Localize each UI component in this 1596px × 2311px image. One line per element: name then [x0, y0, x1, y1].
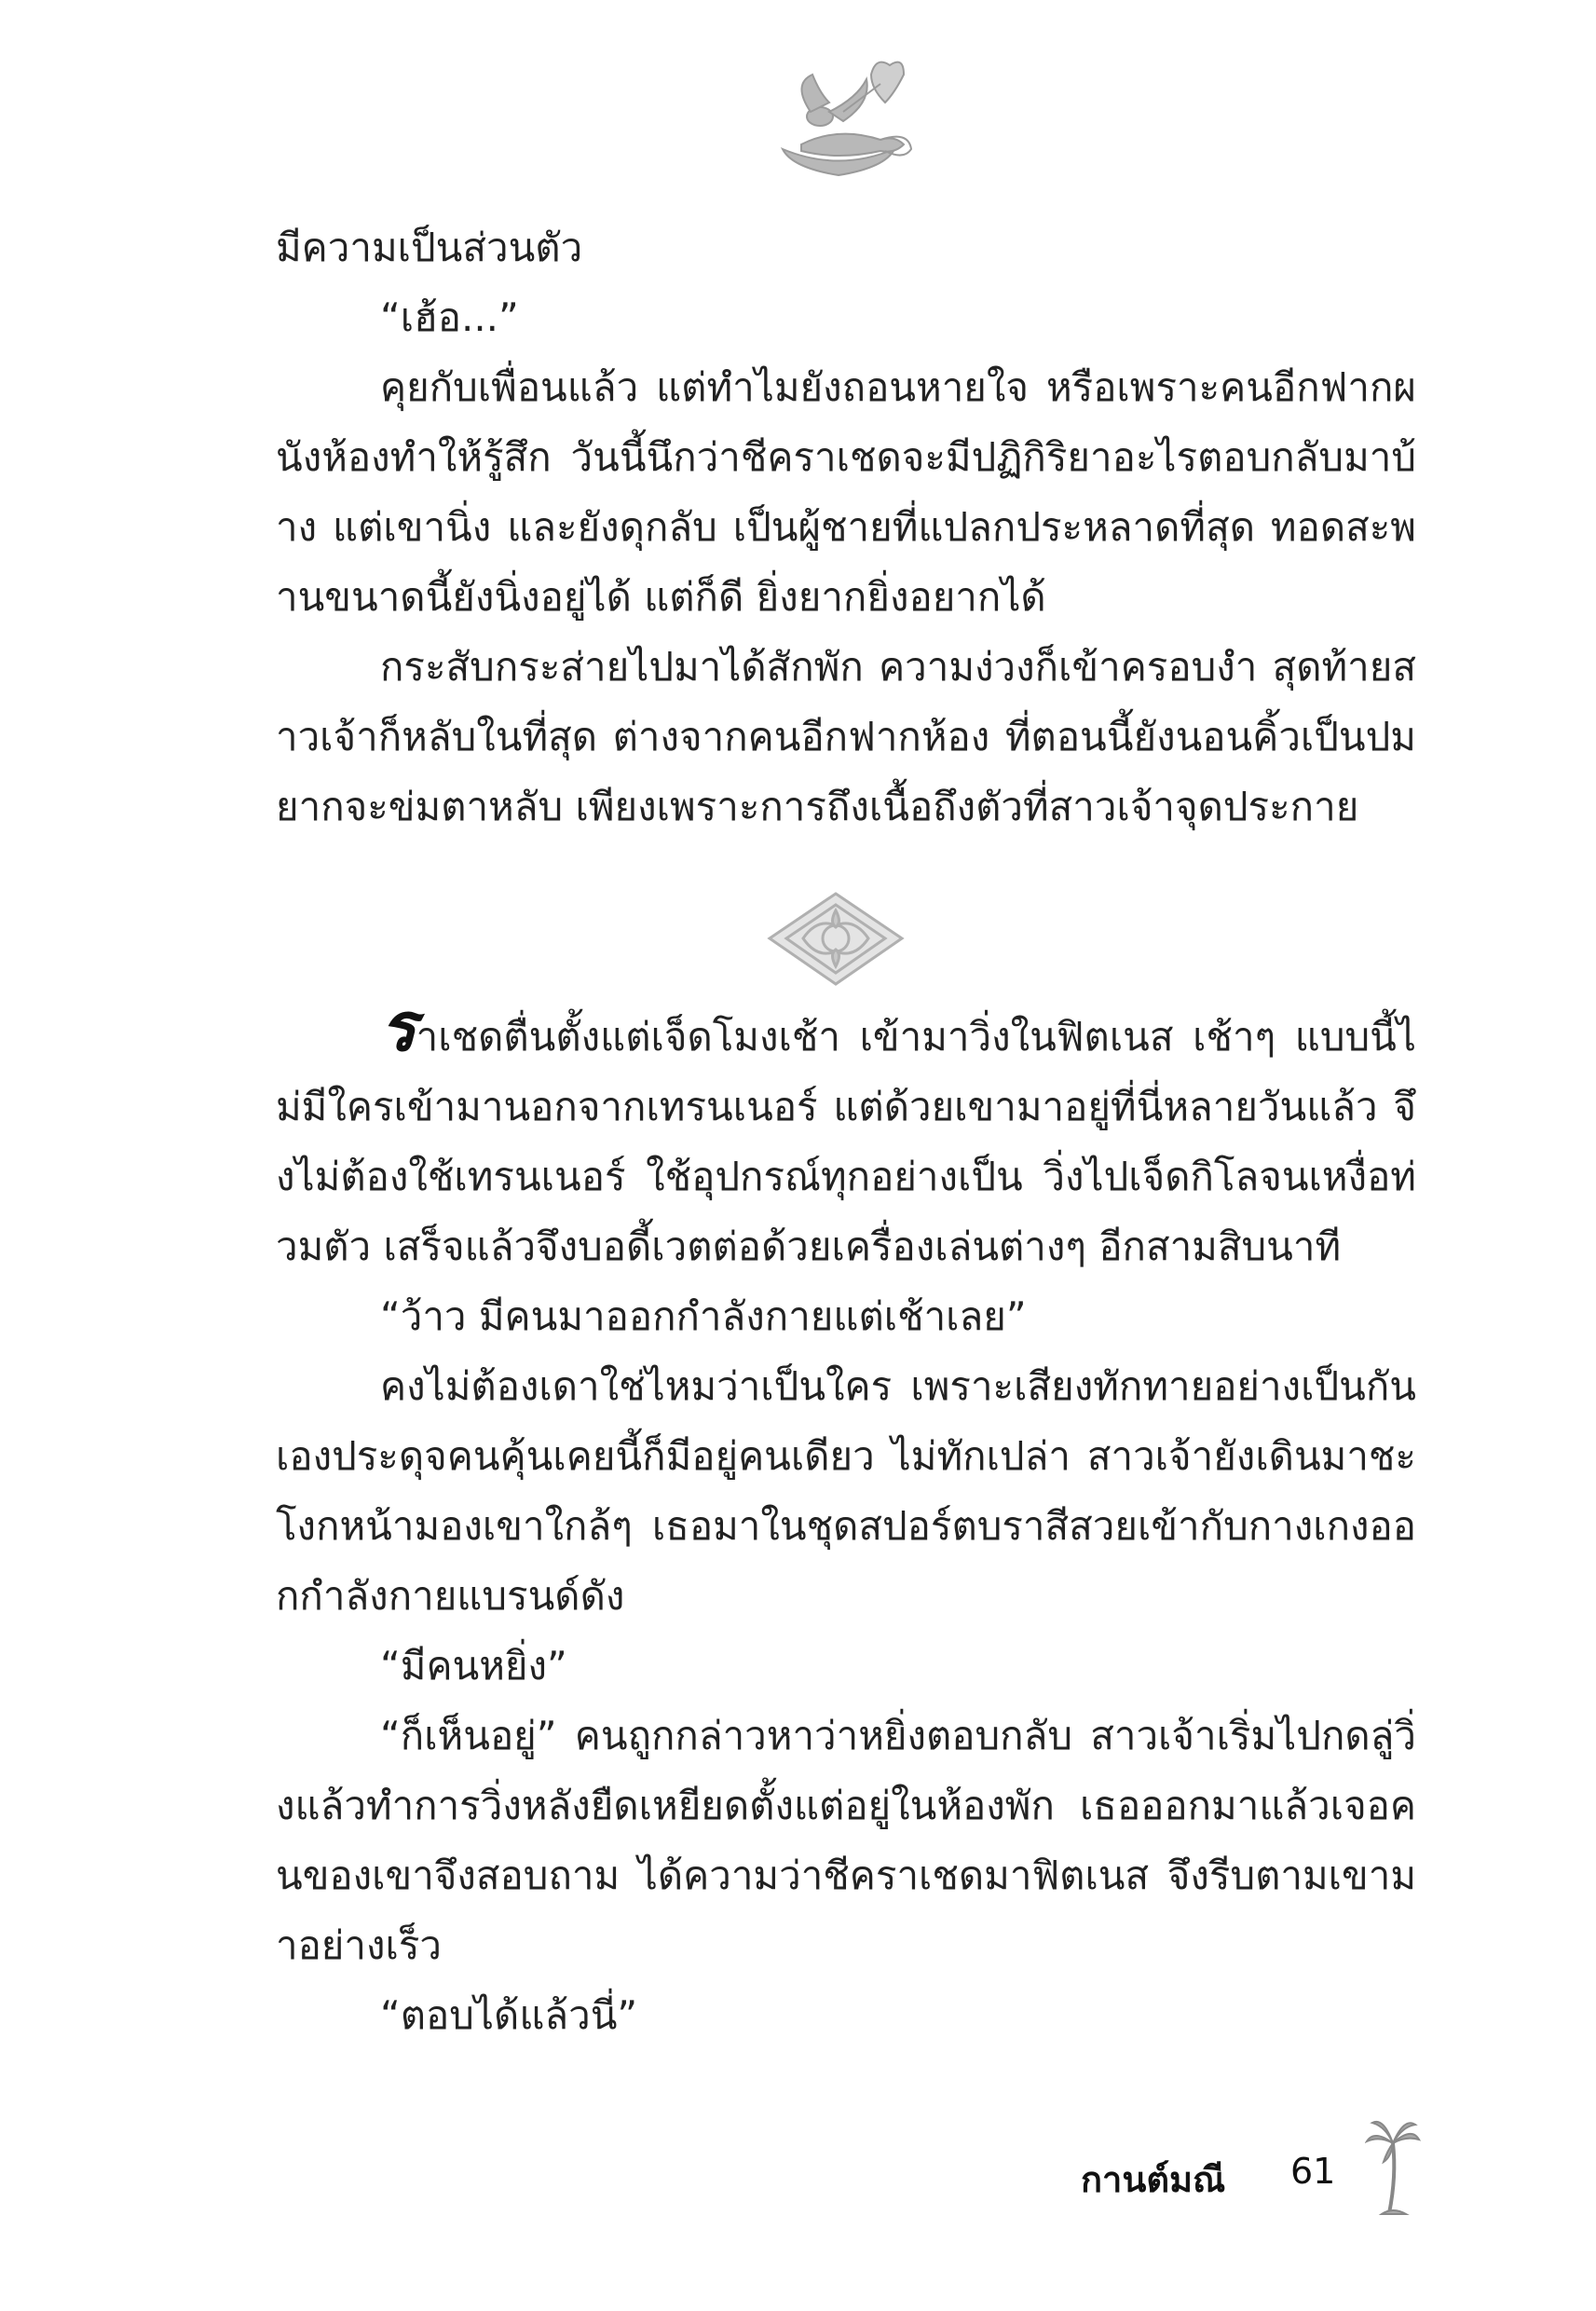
text-section-1: [276, 212, 1416, 841]
paragraph-text: าเชดตื่นตั้งแต่เจ็ดโมงเช้า เข้ามาวิ่งในฟิตเนส เช้าๆ แบบนี้ไม่มีใครเข้ามานอกจากเทรนเนอร์ แต่ด้วยเขามาอยู่ที่นี่หลายวันแล้ว จึงไม่ต้องใช้เทรนเนอร์ ใช้อุปกรณ์ทุกอย่างเป็น วิ่งไปเจ็ดกิโลจนเหงื่อท่วมตัว เสร็จแล้วจึงบอดี้เวตต่อด้วยเครื่องเล่นต่างๆ อีกสามสิบนาที: [276, 1014, 1416, 1269]
page-number: 61: [1290, 2151, 1336, 2192]
paragraph: [276, 988, 1416, 1281]
paragraph: “ก็เห็นอยู่” คนถูกกล่าวหาว่าหยิ่งตอบกลับ สาวเจ้าเริ่มไปกดลู่วิ่งแล้วทำการวิ่งหลังยืดเหยียดตั้งแต่อยู่ในห้องพัก เธอออกมาแล้วเจอคนของเขาจึงสอบถาม ได้ความว่าชีคราเชดมาฟิตเนส จึงรีบตามเขามาอย่างเร็ว: [276, 1713, 1416, 1968]
book-title: กานต์มณี: [1081, 2159, 1226, 2200]
angel-lamp-ornament-icon: [755, 47, 922, 186]
paragraph: คงไม่ต้องเดาใช่ไหมว่าเป็นใคร เพราะเสียงทักทายอย่างเป็นกันเองประดุจคนคุ้นเคยนี้ก็มีอยู่คนเดียว ไม่ทักเปล่า สาวเจ้ายังเดินมาชะโงกหน้ามองเขาใกล้ๆ เธอมาในชุดสปอร์ตบราสีสวยเข้ากับกางเกงออกกำลังกายแบรนด์ดัง: [276, 1363, 1416, 1619]
floral-diamond-ornament-icon: [766, 890, 906, 988]
drop-cap: ร: [380, 988, 416, 1066]
paragraph: มีความเป็นส่วนตัว: [276, 225, 583, 270]
palm-tree-icon: [1365, 2115, 1421, 2218]
paragraph: กระสับกระส่ายไปมาได้สักพัก ความง่วงก็เข้าครอบงำ สุดท้ายสาวเจ้าก็หลับในที่สุด ต่างจากคนอีกฟากห้อง ที่ตอนนี้ยังนอนคิ้วเป็นปม ยากจะข่มตาหลับ เพียงเพราะการถึงเนื้อถึงตัวที่สาวเจ้าจุดประกาย: [276, 644, 1416, 829]
paragraph: คุยกับเพื่อนแล้ว แต่ทำไมยังถอนหายใจ หรือเพราะคนอีกฟากผนังห้องทำให้รู้สึก วันนี้นึกว่าชีคราเชดจะมีปฏิกิริยาอะไรตอบกลับมาบ้าง แต่เขานิ่ง และยังดุกลับ เป็นผู้ชายที่แปลกประหลาดที่สุด ทอดสะพานขนาดนี้ยังนิ่งอยู่ได้ แต่ก็ดี ยิ่งยากยิ่งอยากได้: [276, 364, 1416, 620]
paragraph: “ว้าว มีคนมาออกกำลังกายแต่เช้าเลย”: [380, 1293, 1027, 1339]
paragraph: “มีคนหยิ่ง”: [380, 1643, 567, 1689]
text-section-2: [276, 988, 1416, 2050]
paragraph: “เฮ้อ...”: [380, 294, 519, 340]
paragraph: “ตอบได้แล้วนี่”: [380, 1992, 638, 2038]
